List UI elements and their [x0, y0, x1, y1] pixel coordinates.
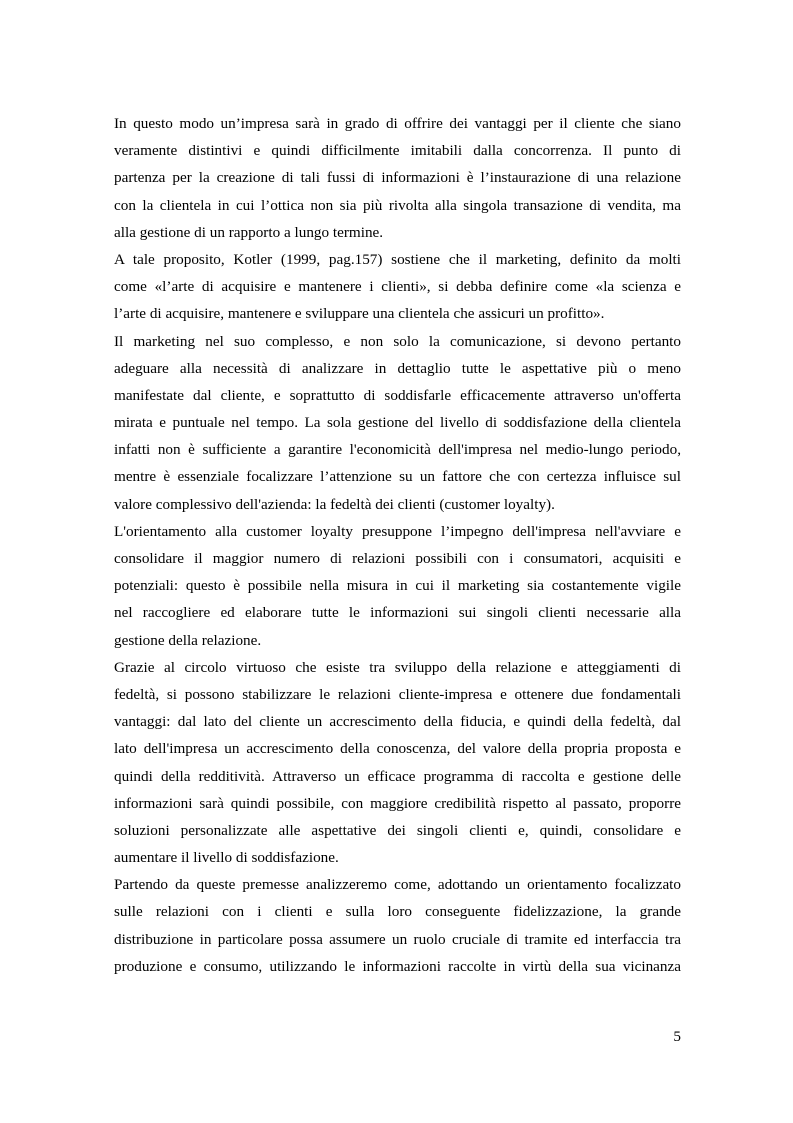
text-line: manifestate dal cliente, e soprattutto di soddisfarle efficacemente attraverso un'offerta [114, 386, 681, 404]
text-line: A tale proposito, Kotler (1999, pag.157) sostiene che il marketing, definito da molti [114, 250, 681, 268]
text-line: mentre è essenziale focalizzare l’attenzione su un fattore che con certezza influisce sul [114, 468, 681, 486]
text-line: partenza per la creazione di tali fussi di informazioni è l’instaurazione di una relazione [114, 169, 681, 187]
text-line: con la clientela in cui l’ottica non sia più rivolta alla singola transazione di vendita, ma [114, 196, 681, 214]
text-line: aumentare il livello di soddisfazione. [114, 849, 339, 867]
text-line: potenziali: questo è possibile nella misura in cui il marketing sia costantemente vigile [114, 577, 681, 595]
text-line: informazioni sarà quindi possibile, con maggiore credibilità rispetto al passato, proporre [114, 794, 681, 812]
text-line: nel raccogliere ed elaborare tutte le informazioni sui singoli clienti necessarie alla [114, 604, 681, 622]
text-line: infatti non è sufficiente a garantire l'economicità dell'impresa nel medio-lungo periodo, [114, 441, 681, 459]
text-line: Il marketing nel suo complesso, e non solo la comunicazione, si devono pertanto [114, 332, 681, 350]
text-line: distribuzione in particolare possa assumere un ruolo cruciale di tramite ed interfaccia tra [114, 930, 681, 948]
text-line: sulle relazioni con i clienti e sulla loro conseguente fidelizzazione, la grande [114, 903, 681, 921]
text-line: soluzioni personalizzate alle aspettative dei singoli clienti e, quindi, consolidare e [114, 821, 681, 839]
text-line: In questo modo un’impresa sarà in grado di offrire dei vantaggi per il cliente che siano [114, 115, 681, 132]
text-line: fedeltà, si possono stabilizzare le relazioni cliente-impresa e ottenere due fondamentali [114, 685, 681, 703]
text-line: mirata e puntuale nel tempo. La sola gestione del livello di soddisfazione della clientela [114, 414, 681, 432]
text-line: L'orientamento alla customer loyalty presuppone l’impegno dell'impresa nell'avviare e [114, 522, 681, 540]
text-line: gestione della relazione. [114, 631, 262, 649]
text-line: vantaggi: dal lato del cliente un accrescimento della fiducia, e quindi della fedeltà, dal [114, 713, 681, 731]
text-line: Partendo da queste premesse analizzeremo come, adottando un orientamento focalizzato [114, 876, 681, 894]
text-line: quindi della redditività. Attraverso un efficace programma di raccolta e gestione delle [114, 767, 681, 785]
text-line: l’arte di acquisire, mantenere e sviluppare una clientela che assicuri un profitto». [114, 305, 605, 323]
text-line: produzione e consumo, utilizzando le informazioni raccolte in virtù della sua vicinanza [114, 957, 681, 975]
body-text [114, 110, 681, 980]
text-line: valore complessivo dell'azienda: la fedeltà dei clienti (customer loyalty). [114, 495, 555, 513]
text-line: veramente distintivi e quindi difficilmente imitabili dalla concorrenza. Il punto di [114, 142, 681, 160]
text-line: consolidare il maggior numero di relazioni possibili con i consumatori, acquisiti e [114, 550, 681, 567]
text-line: lato dell'impresa un accrescimento della conoscenza, del valore della propria proposta e [114, 740, 681, 758]
text-line: alla gestione di un rapporto a lungo termine. [114, 223, 384, 241]
page-number: 5 [673, 1028, 681, 1045]
text-line: Grazie al circolo virtuoso che esiste tra sviluppo della relazione e atteggiamenti di [114, 658, 681, 676]
text-line: come «l’arte di acquisire e mantenere i clienti», si debba definire come «la scienza e [114, 278, 681, 296]
text-line: adeguare alla necessità di analizzare in dettaglio tutte le aspettative più o meno [114, 359, 681, 377]
